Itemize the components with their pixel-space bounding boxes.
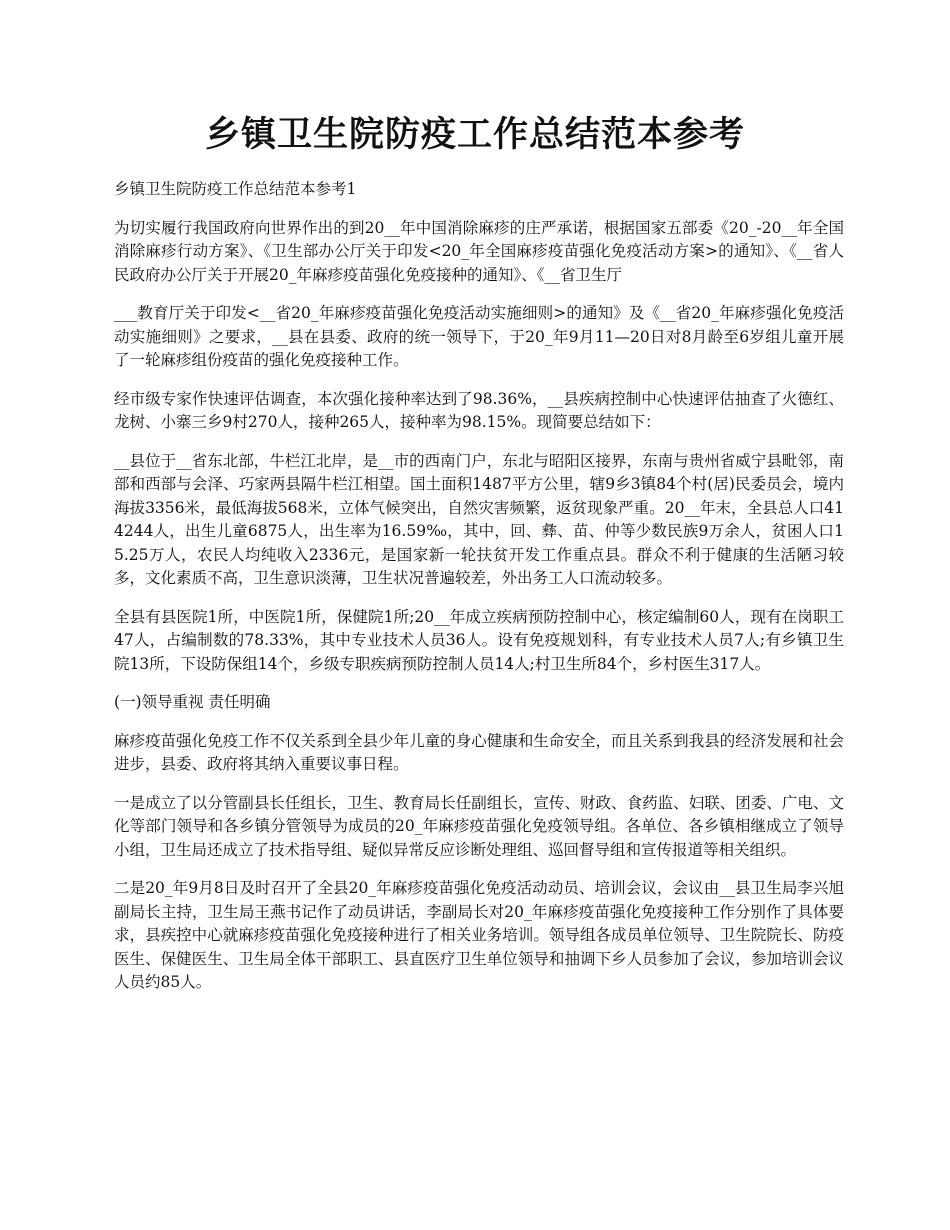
section-heading-leadership: (一)领导重视 责任明确 bbox=[114, 693, 271, 711]
paragraph-point-two: 二是20_年9月8日及时召开了全县20_年麻疹疫苗强化免疫活动动员、培训会议，会议由__县卫生局李兴旭副局长主持，卫生局王燕书记作了动员讲话，李副局长对20_年麻疹疫苗强化免疫接种工作分别作了具体要求，县疾控中心就麻疹疫苗强化免疫接种进行了相关业务培训。领导组各成员单位领导、卫生院院长、防疫医生、保健医生、卫生局全体干部职工、县直医疗卫生单位领导和抽调下乡人员参加了会议，参加培训会议人员约85人。 bbox=[114, 879, 844, 991]
paragraph-requirements: ___教育厅关于印发<__省20_年麻疹疫苗强化免疫活动实施细则>的通知》及《__省20_年麻疹强化免疫活动实施细则》之要求，__县在县委、政府的统一领导下，于20_年9月11—20日对8月龄至6岁组儿童开展了一轮麻疹组份疫苗的强化免疫接种工作。 bbox=[114, 304, 844, 369]
paragraph-county-overview: __县位于__省东北部，牛栏江北岸，是__市的西南门户，东北与昭阳区接界，东南与贵州省威宁县毗邻，南部和西部与会泽、巧家两县隔牛栏江相望。国土面积1487平方公里，辖9乡3镇84个村(居)民委员会，境内海拔3356米，最低海拔568米，立体气候突出，自然灾害频繁，返贫现象严重。20__年末，全县总人口414244人，出生儿童6875人，出生率为16.59‰，其中，回、彝、苗、仲等少数民族9万余人，贫困人口15.25万人，农民人均纯收入2336元，是国家新一轮扶贫开发工作重点县。群众不利于健康的生活陋习较多，文化素质不高，卫生意识淡薄，卫生状况普遍较差，外出务工人口流动较多。 bbox=[114, 451, 844, 587]
paragraph-evaluation: 经市级专家作快速评估调查，本次强化接种率达到了98.36%，__县疾病控制中心快速评估抽查了火德红、龙树、小寨三乡9村270人，接种265人，接种率为98.15%。现简要总结如下： bbox=[114, 389, 844, 431]
document-body bbox=[114, 178, 844, 1010]
paragraph-intro: 为切实履行我国政府向世界作出的到20__年中国消除麻疹的庄严承诺，根据国家五部委《20_-20__年全国消除麻疹行动方案》、《卫生部办公厅关于印发<20_年全国麻疹疫苗强化免疫活动方案>的通知》、《__省人民政府办公厅关于开展20_年麻疹疫苗强化免疫接种的通知》、《__省卫生厅 bbox=[114, 218, 844, 284]
paragraph-subtitle: 乡镇卫生院防疫工作总结范本参考1 bbox=[114, 180, 357, 198]
paragraph-medical-resources: 全县有县医院1所，中医院1所，保健院1所;20__年成立疾病预防控制中心，核定编制60人，现有在岗职工47人，占编制数的78.33%，其中专业技术人员36人。设有免疫规划科，有专业技术人员7人;有乡镇卫生院13所，下设防保组14个，乡级专职疾病预防控制人员14人;村卫生所84个，乡村医生317人。 bbox=[114, 607, 844, 673]
paragraph-leadership: 麻疹疫苗强化免疫工作不仅关系到全县少年儿童的身心健康和生命安全，而且关系到我县的经济发展和社会进步，县委、政府将其纳入重要议事日程。 bbox=[114, 731, 844, 773]
document-title: 乡镇卫生院防疫工作总结范本参考 bbox=[204, 114, 745, 155]
paragraph-point-one: 一是成立了以分管副县长任组长，卫生、教育局长任副组长，宣传、财政、食药监、妇联、团委、广电、文化等部门领导和各乡镇分管领导为成员的20_年麻疹疫苗强化免疫领导组。各单位、各乡镇相继成立了领导小组，卫生局还成立了技术指导组、疑似异常反应诊断处理组、巡回督导组和宣传报道等相关组织。 bbox=[114, 793, 844, 859]
